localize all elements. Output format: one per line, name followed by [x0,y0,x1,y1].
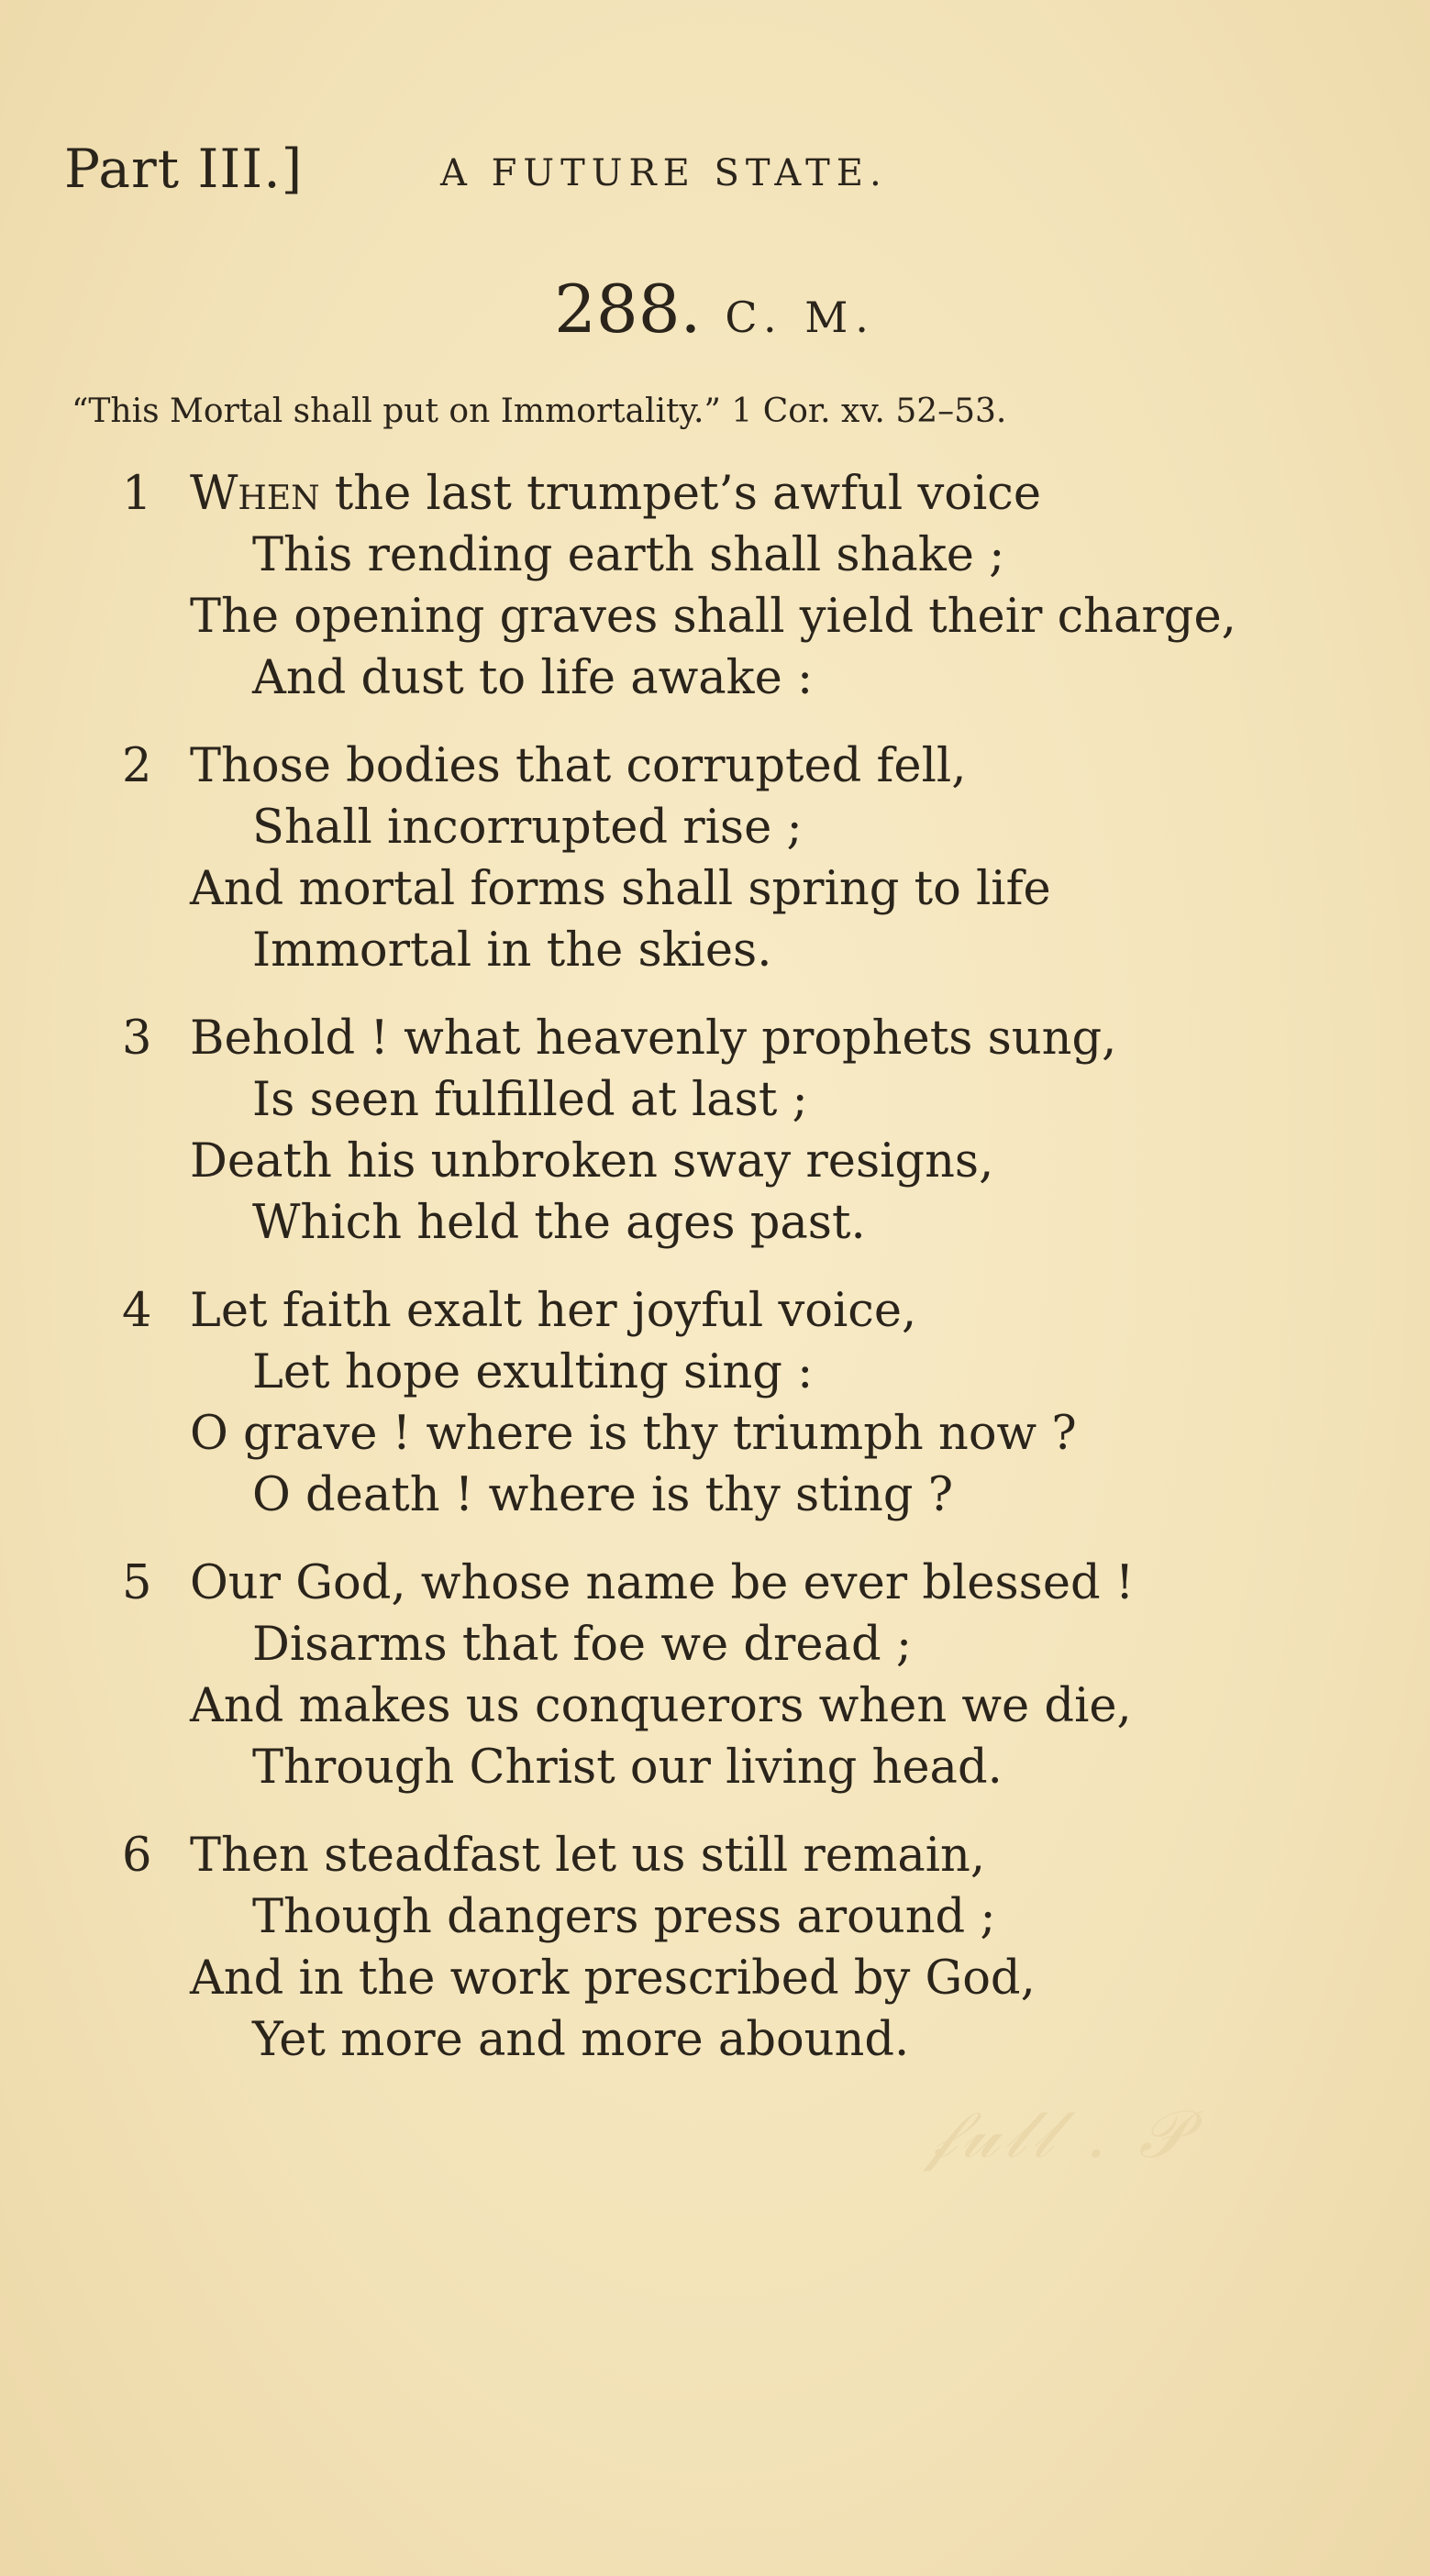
hymn-number: 288. [554,271,702,348]
stanza-2 [0,735,1430,981]
stanza-line: Shall incorrupted rise ; [252,801,803,855]
line-text: Those bodies that corrupted fell, [190,739,967,793]
stanza-4 [0,1280,1430,1526]
hymn-meter: C. M. [725,293,876,342]
page-header [64,138,1320,220]
stanza-line: Through Christ our living head. [252,1741,1003,1795]
stanza-1 [0,463,1430,709]
stanza-line [0,1280,1430,1342]
stanza-line: Disarms that foe we dread ; [252,1618,913,1672]
stanza-line: And mortal forms shall spring to life [190,862,1051,916]
stanza-3 [0,1008,1430,1254]
stanza-line: Though dangers press around ; [252,1890,996,1944]
stanza-line [0,463,1430,525]
stanza-line: Yet more and more abound. [252,2013,910,2067]
stanza-number: 1 [122,467,152,521]
part-label: Part III.] [64,138,304,200]
line-text: Let faith exalt her joyful voice, [190,1284,917,1338]
stanza-number: 2 [122,739,152,793]
stanza-number: 3 [122,1012,152,1066]
stanza-line: O death ! where is thy sting ? [252,1468,954,1522]
stanza-line [0,1825,1430,1886]
stanza-line: And dust to life awake : [252,651,814,705]
line-text: When the last trumpet’s awful voice [190,467,1042,521]
stanza-line: O grave ! where is thy triumph now ? [190,1407,1077,1461]
stanza-number: 4 [122,1284,152,1338]
stanza-number: 5 [122,1556,152,1610]
stanza-line: The opening graves shall yield their charge, [190,590,1236,644]
stanza-line: Let hope exulting sing : [252,1345,814,1399]
stanza-line: Which held the ages past. [252,1196,866,1250]
stanza-5 [0,1553,1430,1798]
faint-pencil-signature: 𝒻𝓊𝓁𝓁 . 𝒫 [926,2095,1192,2172]
line-text: Then steadfast let us still remain, [190,1829,986,1883]
stanza-line [0,735,1430,797]
stanza-line: And in the work prescribed by God, [190,1951,1036,2006]
line-text: Behold ! what heavenly prophets sung, [190,1012,1117,1066]
hymn-heading [0,271,1430,348]
stanza-number: 6 [122,1829,152,1883]
small-caps-word: When [190,467,320,521]
stanza-line [0,1553,1430,1614]
running-title: A FUTURE STATE. [440,152,888,194]
stanza-line: Immortal in the skies. [252,923,772,978]
stanza-line: And makes us conquerors when we die, [190,1679,1132,1733]
stanza-line [0,1008,1430,1069]
hymn-stanzas [0,463,1430,2097]
epigraph: “This Mortal shall put on Immortality.” 1 Cor. xv. 52–53. [72,392,1007,430]
stanza-line: Is seen fulfilled at last ; [252,1073,808,1127]
stanza-6 [0,1825,1430,2071]
stanza-line: Death his unbroken sway resigns, [190,1134,994,1188]
stanza-line: This rending earth shall shake ; [252,528,1005,582]
line-text: Our God, whose name be ever blessed ! [190,1556,1135,1610]
